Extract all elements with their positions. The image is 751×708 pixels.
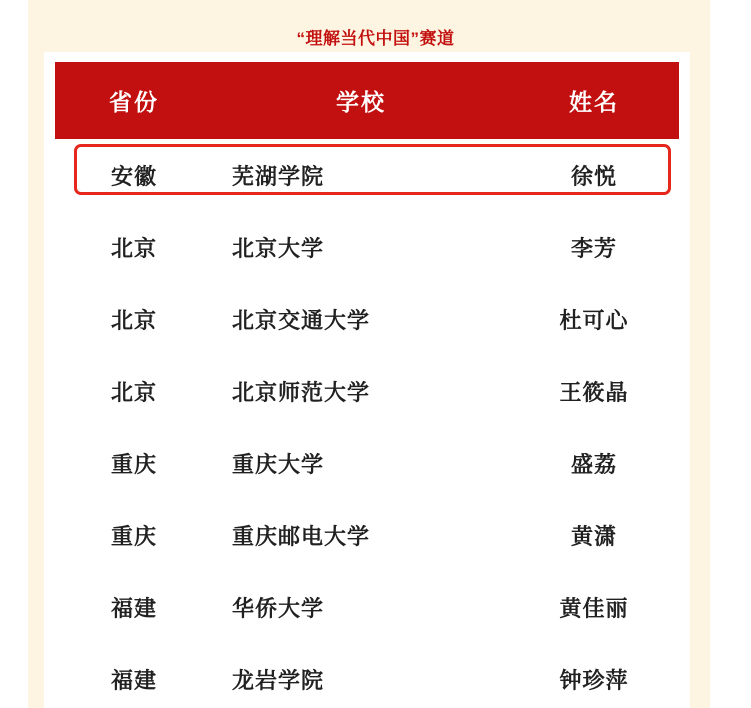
name-cell: 黄佳丽 [559, 595, 629, 621]
name-cell: 黄潇 [570, 523, 617, 549]
province-cell: 北京 [110, 307, 157, 333]
table-row [55, 499, 679, 571]
results-table-card [44, 52, 690, 708]
school-cell: 龙岩学院 [232, 667, 325, 693]
name-cell: 王筱晶 [559, 379, 629, 405]
province-cell: 北京 [110, 379, 157, 405]
table-row [55, 571, 679, 643]
province-cell: 重庆 [110, 523, 157, 549]
school-cell: 北京交通大学 [232, 307, 371, 333]
page-title: “理解当代中国”赛道 [296, 29, 455, 48]
name-cell: 盛荔 [570, 451, 617, 477]
header-school: 学校 [336, 90, 386, 115]
school-cell: 北京大学 [232, 235, 325, 261]
name-cell: 徐悦 [570, 163, 617, 189]
province-cell: 福建 [110, 595, 157, 621]
school-cell: 芜湖学院 [232, 163, 325, 189]
table-body [55, 139, 679, 708]
header-name: 姓名 [569, 90, 619, 115]
school-cell: 北京师范大学 [232, 379, 371, 405]
province-cell: 安徽 [110, 163, 157, 189]
school-cell: 华侨大学 [232, 595, 325, 621]
table-row [55, 211, 679, 283]
table-row [55, 283, 679, 355]
province-cell: 北京 [110, 235, 157, 261]
table-row [55, 427, 679, 499]
province-cell: 福建 [110, 667, 157, 693]
name-cell: 钟珍萍 [559, 667, 629, 693]
table-row [55, 139, 679, 211]
table-header-row [55, 62, 679, 139]
school-cell: 重庆大学 [232, 451, 325, 477]
name-cell: 杜可心 [559, 307, 629, 333]
school-cell: 重庆邮电大学 [232, 523, 371, 549]
table-row [55, 643, 679, 708]
name-cell: 李芳 [570, 235, 617, 261]
header-province: 省份 [109, 90, 159, 115]
table-row [55, 355, 679, 427]
province-cell: 重庆 [110, 451, 157, 477]
